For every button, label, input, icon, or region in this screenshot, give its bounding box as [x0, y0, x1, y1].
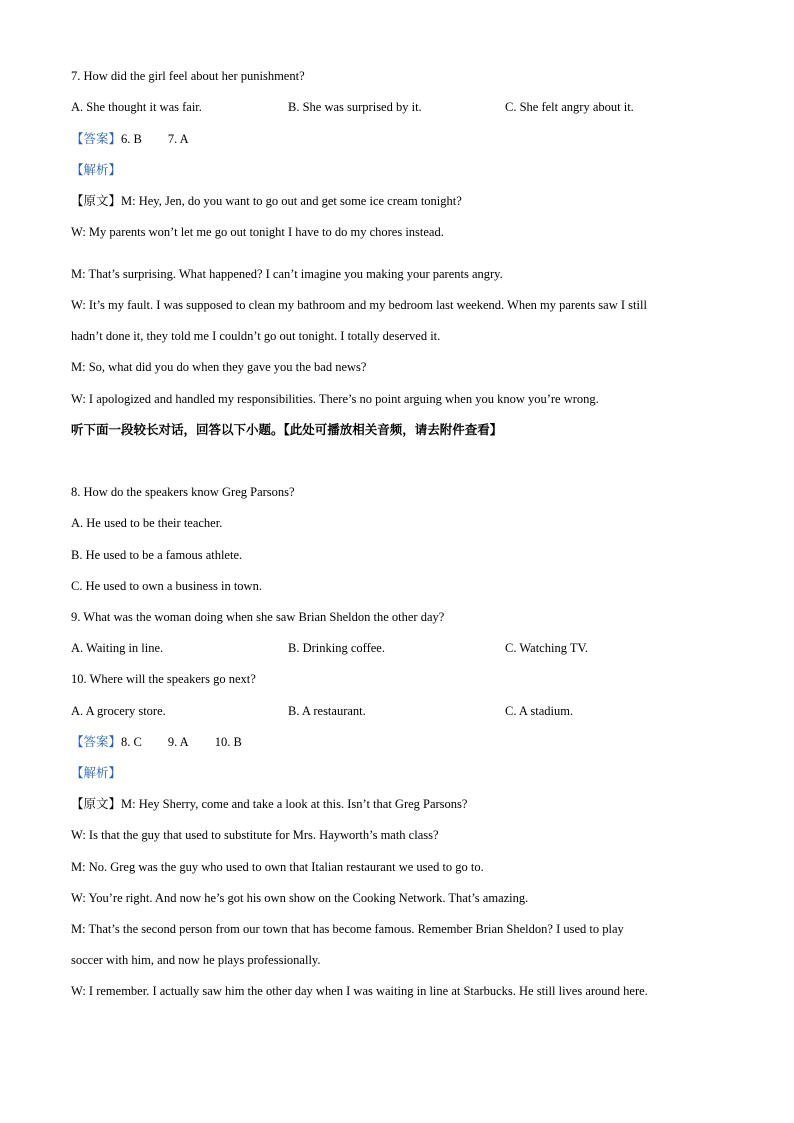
- answer-line-2: [71, 734, 242, 750]
- q9-option-c: C. Watching TV.: [505, 641, 589, 655]
- answer-6: 6. B: [121, 132, 142, 146]
- answer-label: 【答案】: [71, 131, 122, 146]
- answer-7: 7. A: [167, 132, 189, 146]
- answer-8: 8. C: [121, 735, 142, 749]
- transcript1-line-5: hadn’t done it, they told me I couldn’t go out tonight. I totally deserved it.: [71, 329, 441, 343]
- q10-option-c: C. A stadium.: [505, 704, 574, 718]
- q10-option-b: B. A restaurant.: [288, 704, 366, 718]
- transcript2-line-1: 【原文】M: Hey Sherry, come and take a look at this. Isn’t that Greg Parsons?: [71, 796, 468, 811]
- analysis-label-2: 【解析】: [71, 765, 122, 780]
- question-7: 7. How did the girl feel about her punishment?: [71, 69, 305, 83]
- answer-label: 【答案】: [71, 734, 122, 749]
- transcript2-line-4: W: You’re right. And now he’s got his own show on the Cooking Network. That’s amazing.: [71, 891, 529, 905]
- transcript2-line-5: M: That’s the second person from our town that has become famous. Remember Brian Sheldon? I used to play: [71, 922, 624, 936]
- question-9: 9. What was the woman doing when she saw Brian Sheldon the other day?: [71, 610, 445, 624]
- answer-line-1: [71, 131, 189, 147]
- analysis-label-1: 【解析】: [71, 162, 122, 177]
- q8-option-c: C. He used to own a business in town.: [71, 579, 262, 593]
- answer-10: 10. B: [214, 735, 242, 749]
- q8-option-b: B. He used to be a famous athlete.: [71, 548, 243, 562]
- transcript2-line-3: M: No. Greg was the guy who used to own that Italian restaurant we used to go to.: [71, 860, 484, 874]
- q8-option-a: A. He used to be their teacher.: [71, 516, 223, 530]
- question-8: 8. How do the speakers know Greg Parsons?: [71, 485, 295, 499]
- transcript1-line-7: W: I apologized and handled my responsibilities. There’s no point arguing when you know you’re wrong.: [71, 392, 599, 406]
- answer-9: 9. A: [167, 735, 189, 749]
- transcript2-line-6: soccer with him, and now he plays professionally.: [71, 953, 321, 967]
- q10-option-a: A. A grocery store.: [71, 704, 166, 718]
- transcript1-line-3: M: That’s surprising. What happened? I can’t imagine you making your parents angry.: [71, 267, 503, 281]
- transcript-label: 【原文】: [71, 193, 122, 208]
- transcript1-line-2: W: My parents won’t let me go out tonight I have to do my chores instead.: [71, 225, 444, 239]
- q7-option-a: A. She thought it was fair.: [71, 100, 202, 114]
- q7-option-c: C. She felt angry about it.: [505, 100, 634, 114]
- transcript-label: 【原文】: [71, 796, 122, 811]
- transcript1-line-1: 【原文】M: Hey, Jen, do you want to go out and get some ice cream tonight?: [71, 193, 462, 208]
- transcript1-line-6: M: So, what did you do when they gave you the bad news?: [71, 360, 367, 374]
- transcript2-line-2: W: Is that the guy that used to substitute for Mrs. Hayworth’s math class?: [71, 828, 439, 842]
- q7-option-b: B. She was surprised by it.: [288, 100, 422, 114]
- transcript1-line-4: W: It’s my fault. I was supposed to clean my bathroom and my bedroom last weekend. When my parents saw I still: [71, 298, 647, 312]
- transcript2-line-7: W: I remember. I actually saw him the other day when I was waiting in line at Starbucks. He still lives around here.: [71, 984, 648, 998]
- section-instruction: 听下面一段较长对话，回答以下小题。【此处可播放相关音频，请去附件查看】: [71, 422, 503, 437]
- q9-option-b: B. Drinking coffee.: [288, 641, 385, 655]
- q9-option-a: A. Waiting in line.: [71, 641, 164, 655]
- question-10: 10. Where will the speakers go next?: [71, 672, 256, 686]
